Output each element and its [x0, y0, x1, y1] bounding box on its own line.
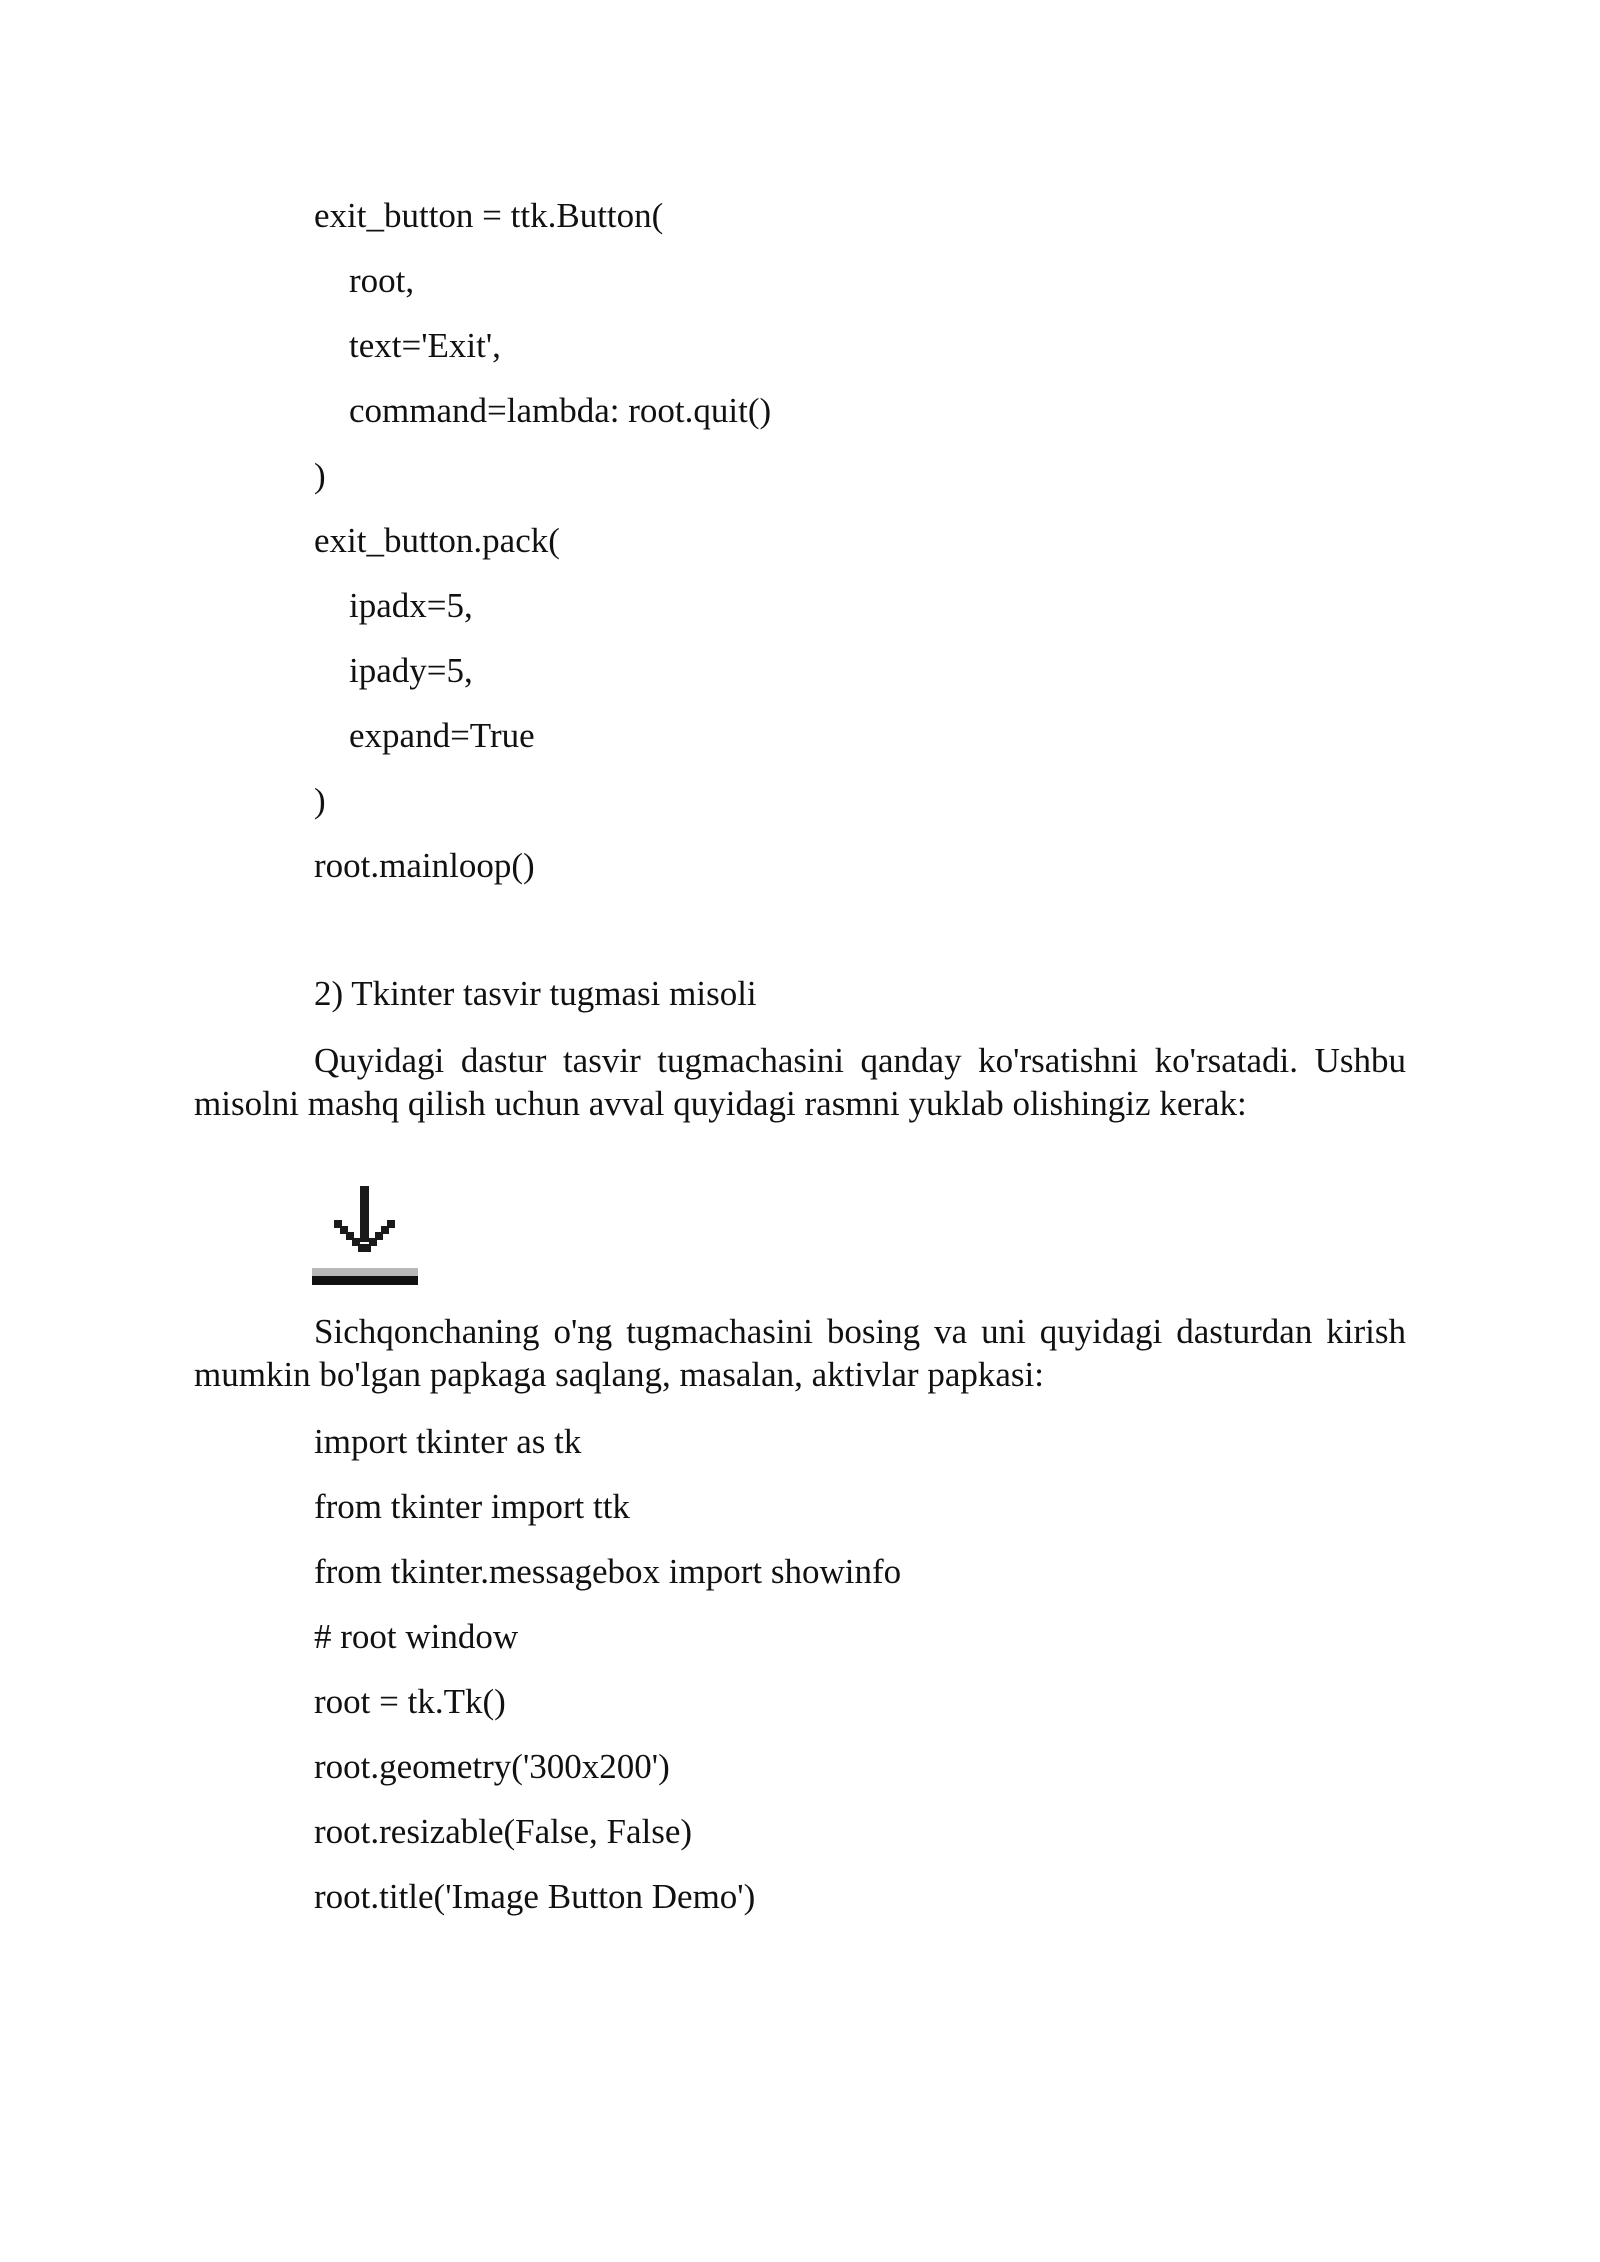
code-line: root = tk.Tk() [314, 1682, 506, 1721]
code-line: import tkinter as tk [314, 1422, 582, 1461]
code-line: text='Exit', [314, 326, 501, 365]
code-line: ipadx=5, [314, 586, 473, 625]
code-line: # root window [314, 1617, 519, 1656]
paragraph: Quyidagi dastur tasvir tugmachasini qanday ko'rsatishni ko'rsatadi. Ushbu misolni mashq qilish uchun avval quyidagi rasmni yuklab olishingiz kerak: [194, 1041, 1406, 1123]
code-line: root, [314, 261, 415, 300]
code-line: expand=True [314, 716, 535, 755]
code-line: root.mainloop() [314, 846, 535, 885]
code-line: ) [314, 456, 326, 495]
code-line: exit_button = ttk.Button( [314, 196, 664, 235]
section-heading: 2) Tkinter tasvir tugmasi misoli [314, 974, 757, 1013]
code-line: from tkinter import ttk [314, 1487, 630, 1526]
code-line: root.title('Image Button Demo') [314, 1877, 756, 1916]
code-line: root.resizable(False, False) [314, 1812, 693, 1851]
code-line: exit_button.pack( [314, 521, 560, 560]
code-line: command=lambda: root.quit() [314, 391, 772, 430]
code-line: root.geometry('300x200') [314, 1747, 670, 1786]
code-line: from tkinter.messagebox import showinfo [314, 1552, 902, 1591]
download-arrow-icon [312, 1186, 418, 1290]
paragraph: Sichqonchaning o'ng tugmachasini bosing va uni quyidagi dasturdan kirish mumkin bo'lgan papkaga saqlang, masalan, aktivlar papkasi: [194, 1312, 1406, 1394]
code-line: ipady=5, [314, 651, 473, 690]
code-line: ) [314, 781, 326, 820]
